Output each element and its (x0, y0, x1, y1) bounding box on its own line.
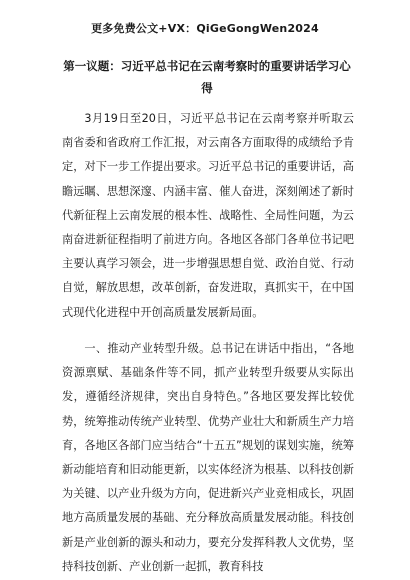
document-title: 第一议题：习近平总书记在云南考察时的重要讲话学习心得 (63, 59, 351, 95)
header-note: 更多免费公文+VX：QiGeGongWen2024 (91, 22, 319, 35)
body-paragraph: 3月19日至20日，习近平总书记在云南考察并听取云南省委和省政府工作汇报，对云南各方面取得的成绩给予肯定，对下一步工作提出要求。习近平总书记的重要讲话，高瞻远瞩、思想深邃、内涵丰富、催人奋进，深刻阐述了新时代新征程上云南发展的根本性、战略性、全局性问题，为云南奋进新征程指明了前进方向。各地区各部门各单位书记吧主要认真学习领会，进一步增强思想自觉、政治自觉、行动自觉，解放思想，改革创新，奋发进取，真抓实干，在中国式现代化进程中开创高质量发展新局面。 (62, 112, 354, 319)
body-paragraph: 一、推动产业转型升级。总书记在讲话中指出，“各地资源禀赋、基础条件等不同，抓产业转型升级要从实际出发，遵循经济规律，突出自身特色。”各地区要发挥比较优势，统筹推动传统产业转型、优势产业壮大和新质生产力培育，各地区各部门应当结合“十五五”规划的谋划实施，统筹新动能培育和旧动能更新，以实体经济为根基、以科技创新为关键、以产业升级为方向，促进新兴产业竞相成长，巩固地方高质量发展的基础、充分释放高质量发展动能。科技创新是产业创新的源头和动力，要充分发挥科教人文优势，坚持科技创新、产业创新一起抓，教育科技 (62, 342, 354, 573)
